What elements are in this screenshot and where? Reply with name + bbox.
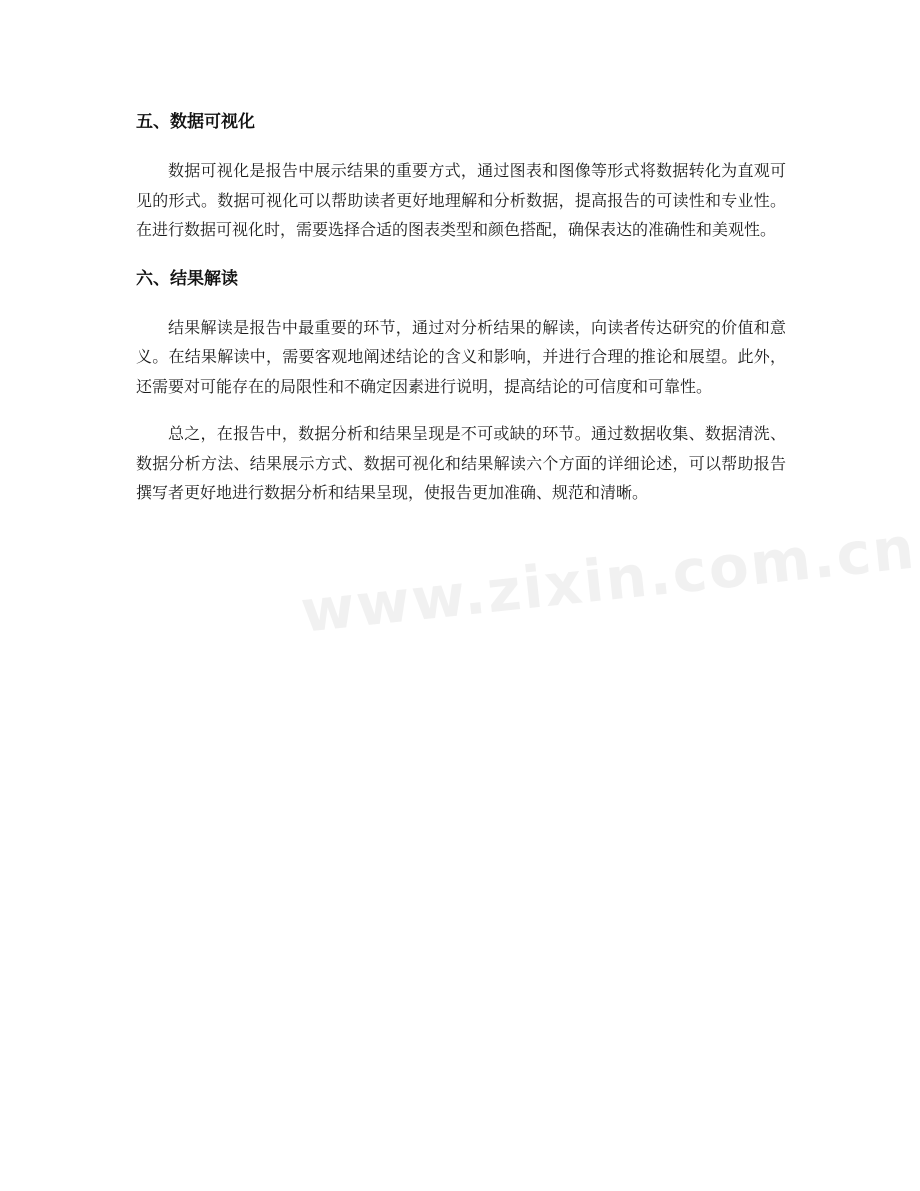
section-result-interpretation: [136, 263, 786, 508]
paragraph-conclusion: 总之，在报告中，数据分析和结果呈现是不可或缺的环节。通过数据收集、数据清洗、数据分析方法、结果展示方式、数据可视化和结果解读六个方面的详细论述，可以帮助报告撰写者更好地进行数据分析和结果呈现，使报告更加准确、规范和清晰。: [136, 424, 786, 502]
paragraph: 结果解读是报告中最重要的环节，通过对分析结果的解读，向读者传达研究的价值和意义。在结果解读中，需要客观地阐述结论的含义和影响，并进行合理的推论和展望。此外，还需要对可能存在的局限性和不确定因素进行说明，提高结论的可信度和可靠性。: [136, 317, 786, 396]
paragraph: 数据可视化是报告中展示结果的重要方式，通过图表和图像等形式将数据转化为直观可见的形式。数据可视化可以帮助读者更好地理解和分析数据，提高报告的可读性和专业性。在进行数据可视化时，需要选择合适的图表类型和颜色搭配，确保表达的准确性和美观性。: [136, 161, 786, 239]
section-heading: 五、数据可视化: [136, 112, 255, 132]
section-heading: 六、结果解读: [136, 268, 238, 289]
section-data-visualization: [136, 106, 786, 245]
watermark: www.zixin.com.cn: [297, 513, 920, 646]
document-body: [136, 106, 786, 526]
